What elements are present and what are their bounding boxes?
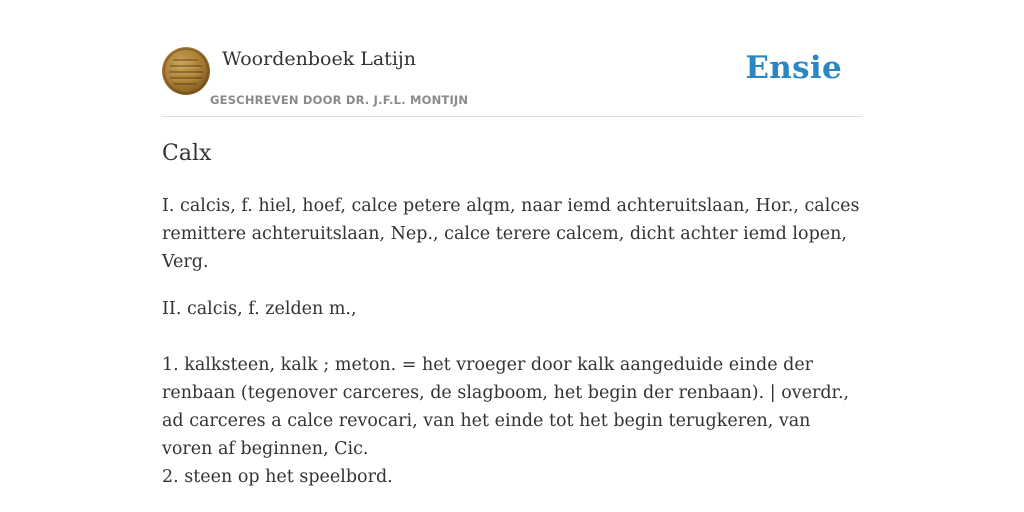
definition-paragraph: II. calcis, f. zelden m., bbox=[162, 299, 357, 319]
definition-paragraph: 1. kalksteen, kalk ; meton. = het vroeger door kalk aangeduide einde der renbaan (tegenover carceres, de slagboom, het begin der renbaan). | overdr., ad carceres a calce revocari, van het einde tot het begin terugkeren, van voren af beginnen, Cic. bbox=[162, 355, 850, 459]
coin-icon[interactable] bbox=[162, 47, 210, 95]
entry-title: Calx bbox=[162, 141, 212, 166]
definition-paragraph: 2. steen op het speelbord. bbox=[162, 467, 393, 487]
definition-paragraph: I. calcis, f. hiel, hoef, calce petere alqm, naar iemd achteruitslaan, Hor., calces remittere achteruitslaan, Nep., calce terere calcem, dicht achter iemd lopen, Verg. bbox=[162, 196, 860, 272]
site-header bbox=[162, 46, 862, 117]
dictionary-title[interactable]: Woordenboek Latijn bbox=[222, 48, 417, 70]
entry-content bbox=[162, 138, 862, 491]
author-byline: GESCHREVEN DOOR DR. J.F.L. MONTIJN bbox=[210, 93, 469, 107]
brand-logo[interactable]: Ensie bbox=[745, 50, 842, 86]
